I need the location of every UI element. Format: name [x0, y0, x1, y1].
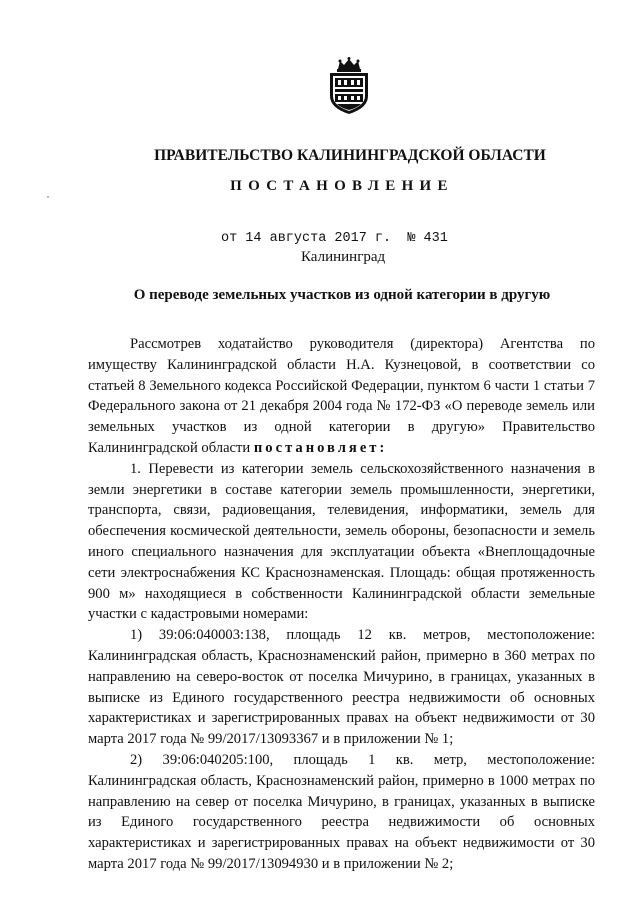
scan-speck — [47, 196, 49, 198]
city-name: Калининград — [301, 249, 386, 265]
document-body — [88, 334, 595, 875]
document-type: ПОСТАНОВЛЕНИЕ — [230, 178, 454, 194]
date-and-number: от 14 августа 2017 г. № 431 — [221, 231, 448, 246]
resolves-verb: постановляет: — [253, 439, 388, 456]
subclause-1-paragraph: 1) 39:06:040003:138, площадь 12 кв. метров, местоположение: Калининградская область, Краснознаменский район, примерно в 360 метрах по направлению на северо-восток от поселка Мичурино, в границах, указанных в выписке из Единого государственного реестра недвижимости об основных характеристиках и зарегистрированных правах на объект недвижимости от 30 марта 2017 года № 99/2017/13093367 и в приложении № 1; — [88, 627, 595, 748]
document-subject: О переводе земельных участков из одной категории в другую — [133, 287, 551, 303]
government-title: ПРАВИТЕЛЬСТВО КАЛИНИНГРАДСКОЙ ОБЛАСТИ — [154, 147, 546, 164]
preamble-paragraph — [88, 334, 595, 459]
kaliningrad-coat-of-arms-icon — [324, 56, 374, 116]
subclause-2-paragraph: 2) 39:06:040205:100, площадь 1 кв. метр, местоположение: Калининградская область, Краснознаменский район, примерно в 1000 метрах по направлению на север от поселка Мичурино, в границах, указанных в выписке из Единого государственного реестра недвижимости об основных характеристиках и зарегистрированных правах на объект недвижимости от 30 марта 2017 года № 99/2017/13094930 и в приложении № 2; — [88, 751, 595, 872]
preamble-text: Рассмотрев ходатайство руководителя (директора) Агентства по имуществу Калининградской области Н.А. Кузнецовой, в соответствии со статьей 8 Земельного кодекса Российской Федерации, пунктом 6 части 1 статьи 7 Федерального закона от 21 декабря 2004 года № 172-ФЗ «О переводе земель или земельных участков из одной категории в другую» Правительство Калининградской области — [88, 336, 595, 456]
clause-1-paragraph: 1. Перевести из категории земель сельскохозяйственного назначения в земли энергетики в составе категории земель промышленности, энергетики, транспорта, связи, радиовещания, телевидения, информатики, земель для обеспечения космической деятельности, земель обороны, безопасности и земель иного специального назначения для эксплуатации объекта «Внеплощадочные сети электроснабжения КС Краснознаменская. Площадь: общая протяженность 900 м» находящиеся в собственности Калининградской области земельные участки с кадастровыми номерами: — [88, 460, 595, 623]
